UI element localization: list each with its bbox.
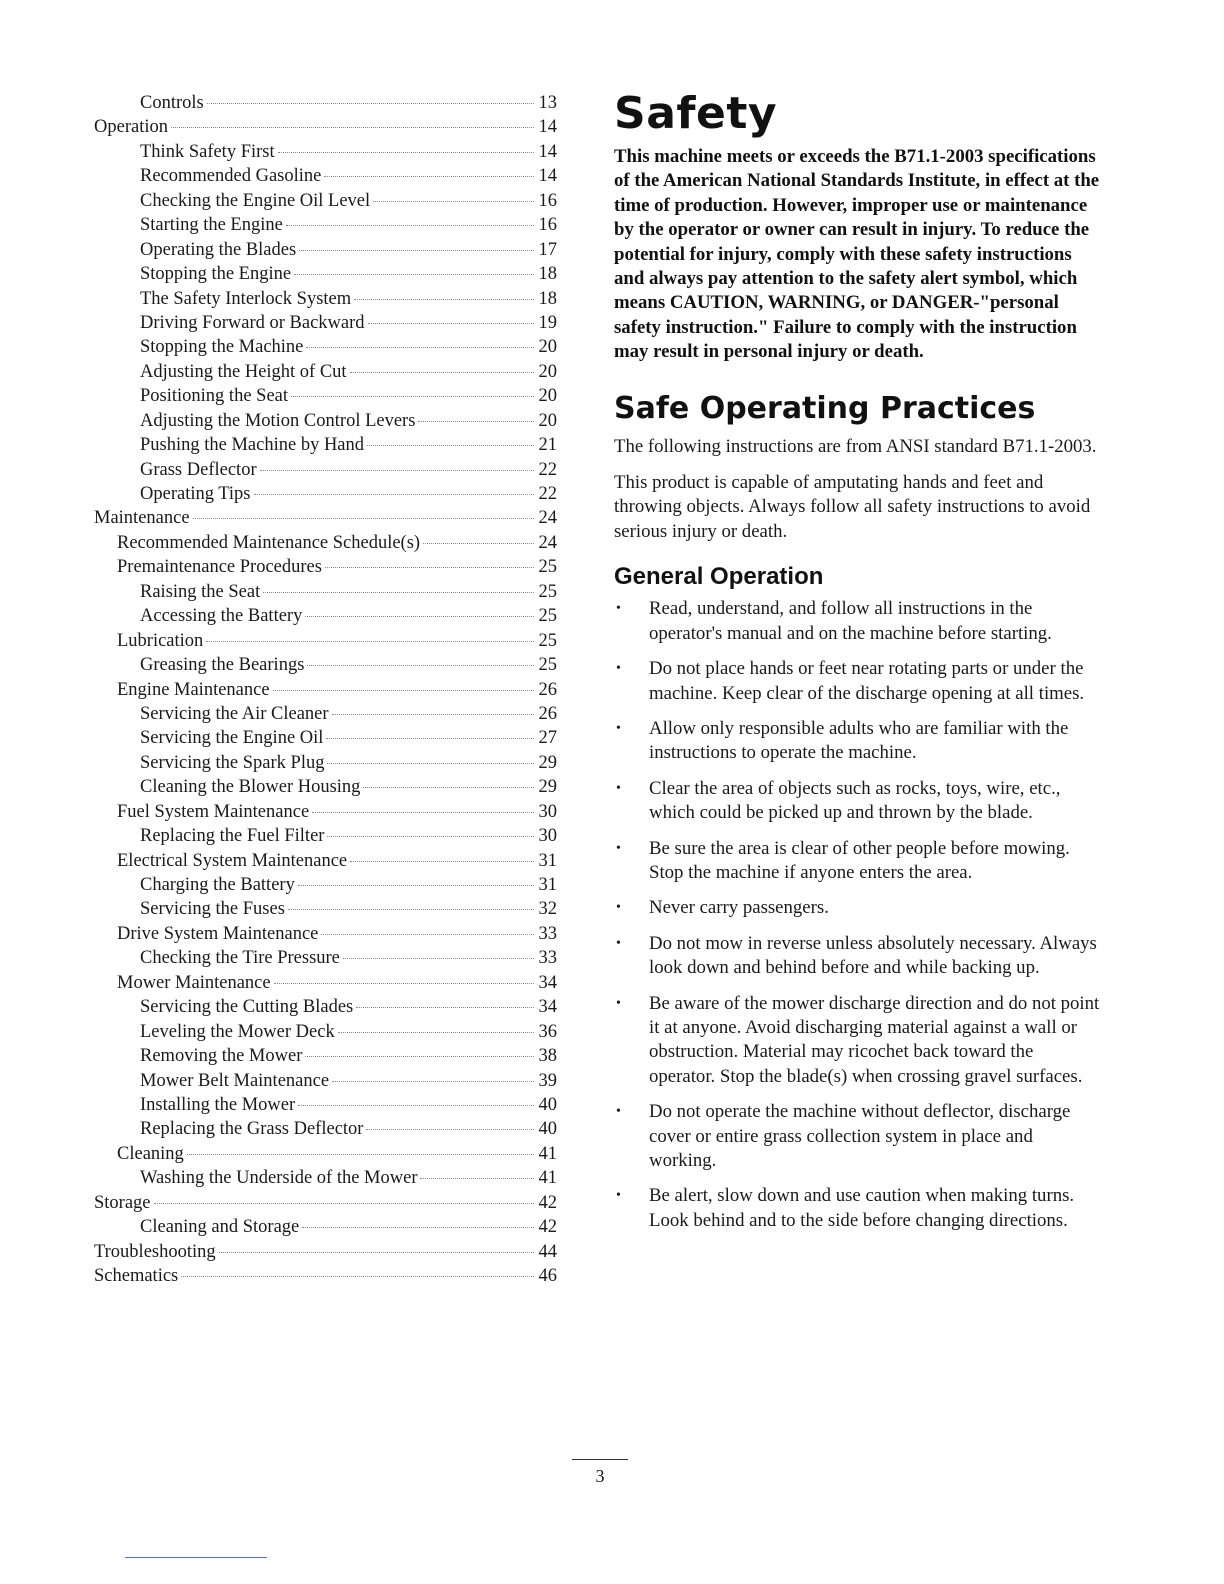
toc-entry-page: 29 (538, 777, 557, 798)
toc-leader-dots (278, 152, 534, 153)
toc-entry-page: 39 (538, 1070, 557, 1091)
toc-leader-dots (286, 225, 534, 226)
toc-leader-dots (181, 1276, 534, 1277)
toc-leader-dots (307, 665, 534, 666)
toc-leader-dots (154, 1203, 534, 1204)
toc-entry-title: Engine Maintenance (117, 679, 270, 700)
toc-entry-title: Drive System Maintenance (117, 923, 319, 944)
toc-entry[interactable] (94, 629, 557, 653)
toc-leader-dots (299, 250, 534, 251)
toc-entry-title: Adjusting the Motion Control Levers (140, 410, 416, 431)
toc-entry-title: Driving Forward or Backward (140, 312, 365, 333)
toc-leader-dots (363, 787, 534, 788)
toc-entry-title: Installing the Mower (140, 1094, 296, 1115)
toc-leader-dots (263, 592, 534, 593)
toc-entry-page: 14 (538, 141, 557, 162)
toc-entry-page: 13 (538, 93, 557, 113)
toc-entry[interactable] (94, 1264, 557, 1288)
list-item-text: Allow only responsible adults who are familiar with the instructions to operate the machine. (649, 717, 1069, 764)
general-operation-heading: General Operation (614, 563, 824, 591)
toc-entry[interactable] (94, 726, 557, 750)
toc-entry-title: Recommended Gasoline (140, 166, 322, 187)
toc-entry[interactable] (94, 1240, 557, 1264)
list-item (614, 896, 1104, 920)
toc-leader-dots (332, 714, 534, 715)
toc-entry-title: Cleaning the Blower Housing (140, 777, 361, 798)
toc-entry-page: 42 (538, 1217, 557, 1238)
toc-entry[interactable] (94, 922, 557, 946)
toc-entry-page: 38 (538, 1046, 557, 1067)
toc-entry-title: Stopping the Engine (140, 264, 292, 285)
toc-entry[interactable] (94, 1020, 557, 1044)
toc-entry-title: Troubleshooting (94, 1241, 216, 1262)
toc-entry-page: 18 (538, 288, 557, 309)
toc-leader-dots (356, 1007, 534, 1008)
list-item-text: Be alert, slow down and use caution when making turns. Look behind and to the side before changing directions. (649, 1185, 1075, 1231)
bullet-icon: • (616, 720, 621, 736)
toc-entry-page: 19 (538, 312, 557, 333)
toc-entry-title: Charging the Battery (140, 875, 295, 895)
toc-entry[interactable] (94, 238, 557, 262)
toc-entry-page: 20 (538, 410, 557, 431)
list-item-text: Do not operate the machine without deflector, discharge cover or entire grass collection system in place and working. (649, 1101, 1071, 1171)
toc-entry-page: 25 (538, 630, 557, 651)
toc-entry-page: 34 (538, 972, 557, 993)
list-item (614, 717, 1104, 766)
toc-entry-page: 18 (538, 264, 557, 285)
toc-entry[interactable] (94, 873, 557, 897)
safety-intro: This machine meets or exceeds the B71.1-2003 specifications of the American National Standards Institute, in effect at the time of production. However, improper use or maintenance by the operator or owner can result in injury. To reduce the potential for injury, comply with these safety instructions and always pay attention to the safety alert symbol, which means CAUTION, WARNING, or DANGER-"personal safety instruction." Failure to comply with the instruction may result in personal injury or death. (614, 146, 1100, 363)
general-operation-list (614, 597, 1104, 1233)
toc-entry-page: 20 (538, 361, 557, 382)
toc-entry-page: 16 (538, 190, 557, 211)
toc-entry-title: Raising the Seat (140, 581, 261, 602)
toc-entry[interactable] (94, 91, 557, 115)
toc-entry[interactable] (94, 824, 557, 848)
toc-entry-title: Grass Deflector (140, 459, 257, 480)
toc-entry-title: Storage (94, 1192, 151, 1213)
practices-paragraph-1: The following instructions are from ANSI standard B71.1-2003. (614, 435, 1097, 457)
toc-leader-dots (354, 299, 534, 300)
toc-leader-dots (305, 1056, 534, 1057)
toc-entry[interactable] (94, 1142, 557, 1166)
toc-entry[interactable] (94, 311, 557, 335)
toc-entry-page: 40 (538, 1094, 557, 1115)
toc-entry-title: Lubrication (117, 630, 204, 651)
toc-entry-title: Operation (94, 117, 168, 138)
toc-entry[interactable] (94, 433, 557, 457)
bullet-icon: • (616, 780, 621, 796)
toc-entry[interactable] (94, 140, 557, 164)
table-of-contents (94, 91, 557, 1288)
toc-leader-dots (368, 323, 534, 324)
toc-entry-title: Operating the Blades (140, 239, 297, 260)
toc-leader-dots (298, 1105, 534, 1106)
toc-entry-page: 25 (538, 557, 557, 578)
toc-entry[interactable] (94, 531, 557, 555)
toc-entry-page: 33 (538, 923, 557, 944)
toc-entry[interactable] (94, 458, 557, 482)
toc-entry[interactable] (94, 946, 557, 970)
toc-entry-title: Stopping the Machine (140, 337, 304, 358)
toc-entry-page: 14 (538, 117, 557, 138)
toc-entry[interactable] (94, 849, 557, 873)
page-number-rule (572, 1459, 628, 1460)
toc-entry[interactable] (94, 262, 557, 286)
toc-leader-dots (187, 1154, 534, 1155)
toc-entry[interactable] (94, 897, 557, 921)
toc-entry-title: Checking the Tire Pressure (140, 948, 340, 969)
toc-entry-page: 20 (538, 386, 557, 407)
toc-entry-page: 29 (538, 752, 557, 773)
toc-leader-dots (321, 934, 534, 935)
toc-entry-page: 31 (538, 850, 557, 871)
toc-entry-title: Replacing the Fuel Filter (140, 826, 325, 847)
list-item-text: Never carry passengers. (649, 897, 829, 919)
toc-entry-title: Starting the Engine (140, 215, 283, 236)
toc-entry[interactable] (94, 213, 557, 237)
toc-entry-title: Operating Tips (140, 484, 251, 504)
toc-entry[interactable] (94, 580, 557, 604)
toc-entry-page: 31 (538, 875, 557, 895)
bullet-icon: • (616, 935, 621, 951)
toc-leader-dots (420, 1178, 534, 1179)
toc-leader-dots (302, 1227, 534, 1228)
list-item-text: Do not place hands or feet near rotating parts or under the machine. Keep clear of the discharge opening at all times. (649, 658, 1085, 704)
toc-entry-page: 36 (538, 1021, 557, 1042)
page-number: 3 (595, 1466, 605, 1486)
toc-entry-page: 21 (538, 435, 557, 456)
toc-entry[interactable] (94, 1215, 557, 1239)
safety-section (614, 84, 1104, 1244)
toc-entry[interactable] (94, 800, 557, 824)
bullet-icon: • (616, 840, 621, 856)
list-item (614, 777, 1104, 826)
toc-entry[interactable] (94, 189, 557, 213)
bottom-link-rule (125, 1557, 267, 1558)
list-item-text: Be aware of the mower discharge direction and do not point it at anyone. Avoid discharging material against a wall or obstruction. Material may ricochet back toward the operator. Stop the blade(s) when crossing gravel surfaces. (649, 992, 1100, 1087)
bullet-icon: • (616, 900, 621, 916)
toc-entry-page: 44 (538, 1241, 557, 1262)
toc-entry[interactable] (94, 482, 557, 506)
toc-entry[interactable] (94, 1069, 557, 1093)
toc-entry-title: Washing the Underside of the Mower (140, 1168, 418, 1189)
toc-entry-page: 25 (538, 581, 557, 602)
toc-entry[interactable] (94, 702, 557, 726)
toc-entry[interactable] (94, 751, 557, 775)
toc-entry-title: The Safety Interlock System (140, 288, 352, 309)
bullet-icon: • (616, 1104, 621, 1120)
toc-entry-title: Controls (140, 93, 204, 113)
list-item (614, 932, 1104, 981)
toc-entry-page: 16 (538, 215, 557, 236)
toc-entry-page: 33 (538, 948, 557, 969)
toc-entry-title: Fuel System Maintenance (117, 801, 310, 822)
toc-leader-dots (298, 885, 534, 886)
toc-leader-dots (206, 641, 534, 642)
toc-entry-title: Servicing the Air Cleaner (140, 703, 329, 724)
bullet-icon: • (616, 601, 621, 617)
toc-entry-page: 42 (538, 1192, 557, 1213)
toc-entry-title: Accessing the Battery (140, 606, 303, 627)
toc-leader-dots (288, 909, 534, 910)
toc-leader-dots (291, 396, 534, 397)
toc-entry-page: 20 (538, 337, 557, 358)
toc-entry[interactable] (94, 115, 557, 139)
toc-entry[interactable] (94, 384, 557, 408)
toc-entry-page: 27 (538, 728, 557, 749)
safety-heading: Safety (614, 88, 778, 139)
toc-entry-title: Premaintenance Procedures (117, 557, 322, 578)
toc-entry-page: 34 (538, 997, 557, 1018)
toc-entry-page: 41 (538, 1143, 557, 1164)
toc-entry[interactable] (94, 360, 557, 384)
list-item-text: Read, understand, and follow all instructions in the operator's manual and on the machine before starting. (649, 598, 1052, 644)
toc-leader-dots (274, 983, 534, 984)
toc-leader-dots (327, 763, 534, 764)
toc-leader-dots (327, 836, 534, 837)
list-item (614, 1100, 1104, 1173)
toc-entry-title: Pushing the Machine by Hand (140, 435, 365, 456)
bullet-icon: • (616, 1188, 621, 1204)
toc-entry[interactable] (94, 1166, 557, 1190)
list-item-text: Do not mow in reverse unless absolutely necessary. Always look down and behind before and while backing up. (649, 932, 1097, 979)
toc-entry[interactable] (94, 506, 557, 530)
toc-entry-page: 14 (538, 166, 557, 187)
toc-entry-title: Recommended Maintenance Schedule(s) (117, 532, 421, 553)
list-item-text: Clear the area of objects such as rocks, toys, wire, etc., which could be picked up and thrown by the blade. (649, 777, 1061, 824)
toc-leader-dots (366, 1129, 534, 1130)
toc-leader-dots (305, 616, 534, 617)
toc-entry-title: Servicing the Spark Plug (140, 752, 325, 773)
toc-entry-page: 17 (538, 239, 557, 260)
toc-leader-dots (423, 543, 534, 544)
toc-leader-dots (254, 494, 534, 495)
toc-entry[interactable] (94, 1044, 557, 1068)
toc-leader-dots (325, 567, 534, 568)
toc-entry[interactable] (94, 1093, 557, 1117)
toc-leader-dots (418, 421, 534, 422)
toc-entry-page: 22 (538, 459, 557, 480)
toc-entry[interactable] (94, 555, 557, 579)
toc-entry[interactable] (94, 604, 557, 628)
toc-entry[interactable] (94, 971, 557, 995)
safe-operating-practices-heading: Safe Operating Practices (614, 390, 1036, 426)
toc-entry-title: Positioning the Seat (140, 386, 288, 407)
toc-entry-title: Think Safety First (140, 141, 275, 162)
toc-entry-page: 46 (538, 1266, 557, 1286)
toc-entry-title: Schematics (94, 1266, 179, 1286)
list-item-text: Be sure the area is clear of other people before mowing. Stop the machine if anyone enters the area. (649, 837, 1070, 883)
toc-leader-dots (350, 372, 534, 373)
toc-leader-dots (260, 470, 534, 471)
toc-entry[interactable] (94, 995, 557, 1019)
toc-entry-title: Servicing the Engine Oil (140, 728, 324, 749)
toc-leader-dots (273, 690, 534, 691)
toc-entry-title: Servicing the Cutting Blades (140, 997, 354, 1018)
toc-entry-title: Mower Maintenance (117, 972, 271, 993)
toc-leader-dots (171, 127, 534, 128)
list-item (614, 1184, 1104, 1233)
toc-leader-dots (350, 861, 534, 862)
toc-leader-dots (312, 812, 534, 813)
toc-entry-page: 24 (538, 508, 557, 529)
toc-entry[interactable] (94, 409, 557, 433)
toc-entry-page: 22 (538, 484, 557, 504)
toc-entry[interactable] (94, 775, 557, 799)
list-item (614, 597, 1104, 646)
list-item (614, 837, 1104, 886)
toc-entry-title: Greasing the Bearings (140, 655, 305, 676)
toc-entry-page: 40 (538, 1119, 557, 1140)
toc-leader-dots (326, 738, 534, 739)
toc-entry-title: Mower Belt Maintenance (140, 1070, 330, 1091)
toc-entry-page: 25 (538, 606, 557, 627)
toc-leader-dots (367, 445, 534, 446)
list-item (614, 657, 1104, 706)
toc-leader-dots (324, 176, 534, 177)
toc-leader-dots (373, 201, 534, 202)
toc-entry[interactable] (94, 1117, 557, 1141)
toc-entry[interactable] (94, 287, 557, 311)
toc-entry-title: Cleaning and Storage (140, 1217, 300, 1238)
toc-entry-title: Adjusting the Height of Cut (140, 361, 347, 382)
toc-entry-page: 25 (538, 655, 557, 676)
toc-entry-page: 32 (538, 899, 557, 920)
toc-entry-page: 24 (538, 532, 557, 553)
toc-leader-dots (193, 518, 534, 519)
toc-leader-dots (332, 1081, 534, 1082)
toc-entry-title: Removing the Mower (140, 1046, 303, 1067)
toc-entry-title: Replacing the Grass Deflector (140, 1119, 364, 1140)
toc-leader-dots (343, 958, 534, 959)
toc-entry[interactable] (94, 653, 557, 677)
toc-entry-title: Electrical System Maintenance (117, 850, 348, 871)
toc-leader-dots (338, 1032, 534, 1033)
bullet-icon: • (616, 661, 621, 677)
toc-entry-page: 26 (538, 679, 557, 700)
list-item (614, 992, 1104, 1090)
toc-entry[interactable] (94, 164, 557, 188)
toc-entry-title: Leveling the Mower Deck (140, 1021, 335, 1042)
toc-leader-dots (294, 274, 534, 275)
toc-entry-title: Cleaning (117, 1143, 184, 1164)
toc-entry-title: Servicing the Fuses (140, 899, 285, 920)
toc-entry-page: 30 (538, 826, 557, 847)
bullet-icon: • (616, 995, 621, 1011)
toc-leader-dots (219, 1252, 534, 1253)
toc-entry[interactable] (94, 335, 557, 359)
toc-entry-page: 41 (538, 1168, 557, 1189)
toc-entry-title: Maintenance (94, 508, 190, 529)
practices-paragraph-2: This product is capable of amputating hands and feet and throwing objects. Always follow all safety instructions to avoid serious injury or death. (614, 472, 1091, 542)
toc-entry-page: 26 (538, 703, 557, 724)
toc-entry-title: Checking the Engine Oil Level (140, 190, 371, 211)
toc-entry-page: 30 (538, 801, 557, 822)
toc-leader-dots (306, 347, 534, 348)
toc-entry[interactable] (94, 1191, 557, 1215)
toc-entry[interactable] (94, 678, 557, 702)
toc-leader-dots (207, 103, 534, 104)
